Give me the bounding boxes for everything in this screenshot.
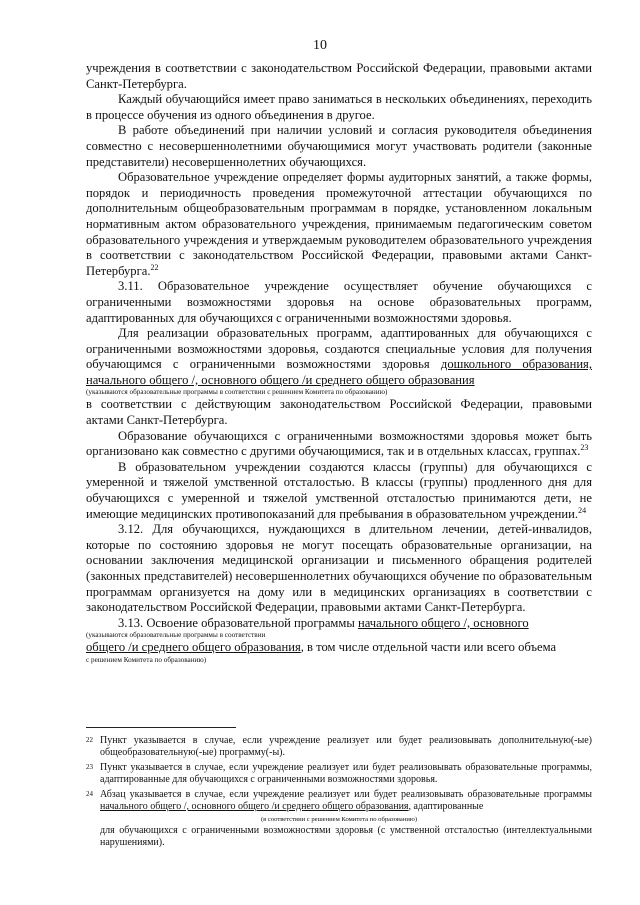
paragraph-text: , в том числе отдельной части или всего объема (300, 640, 557, 655)
paragraph (86, 640, 592, 656)
footnote-separator (86, 727, 236, 728)
paragraph-text: В образовательном учреждении создаются классы (группы) для обучающихся с умеренной и тяжелой умственной отсталостью. В классы (группы) продленного дня для обучающихся с умеренной и тяжелой умственной отсталостью принимаются дети, не имеющие медицинских противопоказаний для пребывания в образовательном учреждении. (86, 459, 592, 521)
paragraph: В работе объединений при наличии условий и согласия руководителя объединения совместно с несовершеннолетними обучающимися могут участвовать родители (законные представители) несовершеннолетних обучающихся. (86, 123, 592, 169)
footnote-text: Пункт указывается в случае, если учреждение реализует или будет реализовывать дополнительную(-ые) общеобразовательную(-ые) программу(-ы). (100, 735, 592, 758)
footnote-22 (86, 735, 592, 759)
paragraph (86, 460, 592, 522)
paragraph (86, 326, 592, 388)
paragraph-3-12: 3.12. Для обучающихся, нуждающихся в длительном лечении, детей-инвалидов, которые по состоянию здоровья не могут посещать образовательные организации, на основании заключения медицинской организации и письменного обращения родителей (законных представителей) несовершеннолетних обучающихся обучение по образовательным программам организуется на дому или в медицинских организациях в соответствии с законодательством Российской Федерации, правовыми актами Санкт-Петербурга. (86, 522, 592, 615)
footnote-ref-23[interactable]: 23 (580, 443, 589, 453)
footnote-text: Пункт указывается в случае, если учреждение реализует или будет реализовывать образовательные программы, адаптированные для обучающихся с ограниченными возможностями здоровья. (100, 762, 592, 785)
footnote-mark: 24 (86, 790, 93, 798)
footnote-text-part: , адаптированные (408, 801, 484, 812)
footnote-24 (86, 789, 592, 813)
footnote-text-part: Абзац указывается в случае, если учреждение реализует или будет реализовывать образовательные программы (100, 789, 592, 800)
programs-note: с решением Комитета по образованию) (86, 655, 207, 664)
main-text (86, 61, 592, 665)
paragraph (86, 429, 592, 460)
paragraph-text: Для реализации образовательных программ, адаптированных для обучающихся с ограниченными возможностями здоровья, создаются специальные условия для получения обучающимся с ограниченными возможностями здоровья (86, 326, 592, 372)
paragraph (86, 170, 592, 279)
footnotes (86, 735, 592, 849)
paragraph: в соответствии с действующим законодательством Российской Федерации, правовыми актами Санкт-Петербурга. (86, 397, 592, 428)
paragraph: учреждения в соответствии с законодательством Российской Федерации, правовыми актами Санкт-Петербурга. (86, 61, 592, 91)
footnote-mark: 22 (86, 736, 93, 744)
programs-underlined: дошкольного образования, начального общего /, основного общего /и среднего общего образования (86, 357, 592, 387)
footnote-ref-24[interactable]: 24 (578, 505, 587, 515)
footnote-programs-note: (в соответствии с решением Комитета по образованию) (260, 816, 418, 823)
paragraph-text: Образовательное учреждение определяет формы аудиторных занятий, а также формы, порядок и периодичность проведения промежуточной аттестации обучающихся по дополнительным общеобразовательным программам в порядке, установленном локальным нормативным актом образовательного учреждения, принимаемым педагогическим советом образовательного учреждения и утверждаемым руководителем образовательного учреждения в соответствии с законодательством Российской Федерации, правовыми актами Санкт-Петербурга. (86, 170, 592, 278)
footnote-programs-underlined: начального общего /, основного общего /и среднего общего образования (100, 801, 409, 812)
paragraph-3-13 (86, 616, 592, 632)
footnote-mark: 23 (86, 763, 93, 771)
paragraph-text: Образование обучающихся с ограниченными возможностями здоровья может быть организовано как совместно с другими обучающимися, так и в отдельных классах, группах. (86, 428, 592, 459)
footnote-23 (86, 762, 592, 786)
paragraph-text: 3.13. Освоение образовательной программы (118, 615, 358, 630)
program-underlined-2: общего /и среднего общего образования (86, 640, 301, 655)
footnote-ref-22[interactable]: 22 (150, 262, 159, 272)
program-underlined-1: начального общего /, основного (357, 615, 529, 630)
paragraph: Каждый обучающийся имеет право заниматься в нескольких объединениях, переходить в процессе обучения из одного объединения в другое. (86, 92, 592, 122)
programs-note: (указываются образовательные программы в соответствии с решением Комитета по образованию) (86, 388, 388, 397)
footnote-text (100, 789, 592, 813)
paragraph-3-11: 3.11. Образовательное учреждение осуществляет обучение обучающихся с ограниченными возможностями здоровья на основе образовательных программ, адаптированных для обучающихся с ограниченными возможностями здоровья. (86, 279, 592, 325)
programs-note: (указываются образовательные программы в соответствии (86, 631, 266, 640)
page-number: 10 (313, 38, 327, 53)
footnote-continuation: для обучающихся с ограниченными возможностями здоровья (с умственной отсталостью (интеллектуальными нарушениями). (100, 825, 592, 848)
